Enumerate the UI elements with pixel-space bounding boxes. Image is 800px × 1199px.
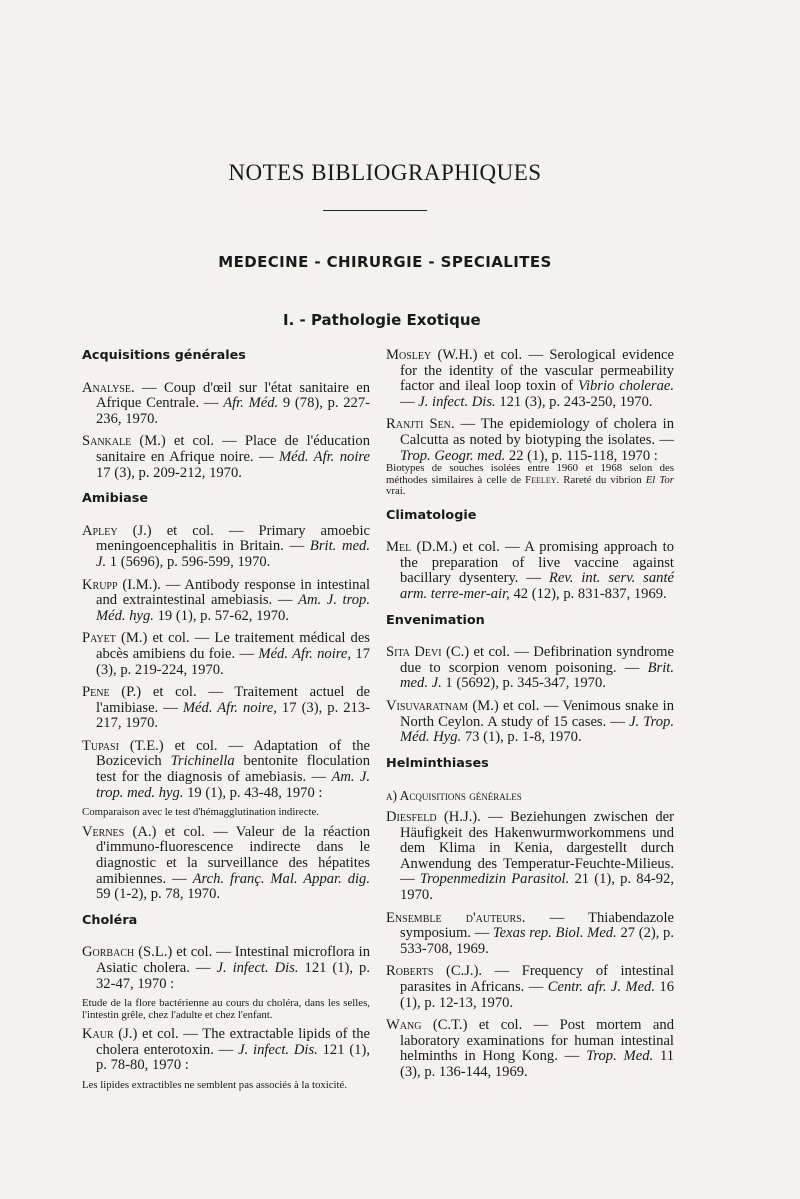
journal: Trop. Geogr. med.	[400, 447, 506, 464]
citation: 9 (78), p. 227-236, 1970.	[96, 395, 370, 427]
reference-text: (T.E.) et col. — Adaptation of the Bozicevich	[96, 737, 370, 770]
heading-envenimation: Envenimation	[386, 612, 485, 628]
reference-text: (H.J.). — Beziehungen zwischen der Häufigkeit des Hakenwurmworkommens und dem Klima in Kenia, dargestellt durch Anwendung des Temperatur-Feuchte-Milieus. —	[400, 808, 674, 888]
reference-entry	[82, 434, 370, 481]
note-author: Feeley.	[525, 473, 560, 486]
author: Analyse.	[82, 379, 135, 396]
note-text: Biotypes de souches isolées entre 1960 et 1968 selon des méthodes similaires à celle de	[386, 462, 674, 486]
author: Vernes	[82, 823, 125, 840]
reference-entry	[82, 381, 370, 428]
citation: 121 (1), p. 32-47, 1970 :	[96, 959, 370, 992]
reference-text: (M.) et col. — Place de l'éducation sanitaire en Afrique noire. —	[96, 433, 370, 465]
reference-text: bentonite floculation test for the diagnosis of amebiasis. —	[96, 753, 371, 786]
reference-text: —	[400, 393, 419, 410]
journal: Méd. Afr. noire,	[258, 645, 352, 662]
journal: Trop. Med.	[586, 1048, 654, 1065]
author: Visuvaratnam	[386, 698, 469, 714]
reference-text: (M.) et col. — Le traitement médical des abcès amibiens du foie. —	[96, 630, 370, 662]
page-title: NOTES BIBLIOGRAPHIQUES	[228, 160, 542, 185]
reference-text: (M.) et col. — Venimous snake in North Ceylon. A study of 15 cases. —	[400, 698, 674, 730]
reference-text: (S.L.) et col. — Intestinal microflora in Asiatic cholera. —	[96, 944, 370, 976]
right-column	[386, 348, 674, 1087]
reference-entry	[386, 964, 674, 1011]
species-name: Vibrio cholerae.	[578, 378, 674, 395]
citation: 1 (5692), p. 345-347, 1970.	[441, 675, 606, 692]
author: Mosley	[386, 347, 432, 363]
author: Tupasi	[82, 737, 119, 754]
reference-entry	[386, 911, 674, 958]
journal: J. infect. Dis.	[238, 1041, 318, 1058]
reference-entry	[82, 1027, 370, 1074]
title-rule	[323, 210, 427, 211]
reference-entry	[386, 1018, 674, 1080]
author: Kaur	[82, 1026, 114, 1043]
heading-helminthiases: Helminthiases	[386, 755, 489, 771]
reference-text: (J.) et col. — Primary amoebic meningoencephalitis in Britain. —	[96, 522, 370, 555]
citation: 16 (1), p. 12-13, 1970.	[400, 978, 675, 1011]
author: Apley	[82, 522, 118, 539]
left-column	[82, 348, 370, 1097]
citation: 42 (12), p. 831-837, 1969.	[509, 586, 667, 603]
journal: Tropenmedizin Parasitol.	[419, 871, 570, 888]
note-biotype: El Tor	[645, 473, 674, 486]
author: Krupp	[82, 576, 118, 593]
journal: Rev. int. serv. santé arm. terre-mer-air,	[400, 570, 674, 603]
journal: J. infect. Dis.	[418, 393, 496, 410]
journal: Méd. Afr. noire	[278, 448, 370, 465]
reference-entry	[386, 348, 674, 410]
reference-note: Etude de la flore bactérienne au cours du choléra, dans les selles, l'intestin grêle, chez l'adulte et chez l'enfant.	[82, 997, 370, 1021]
reference-entry	[82, 524, 370, 571]
reference-entry	[82, 685, 370, 732]
author: Ranjti Sen.	[386, 416, 455, 433]
citation: 27 (2), p. 533-708, 1969.	[400, 925, 675, 957]
reference-entry	[386, 699, 674, 746]
reference-entry	[386, 810, 674, 904]
note-text: Rareté du vibrion	[559, 473, 646, 486]
reference-text: (A.) et col. — Valeur de la réaction d'immuno-fluorescence indirecte dans le diagnostic et la surveillance des hépatites amibiennes. —	[96, 823, 370, 887]
citation: 73 (1), p. 1-8, 1970.	[461, 729, 582, 746]
journal: Am. J. trop. Méd. hyg.	[96, 592, 370, 624]
citation: 17 (3), p. 209-212, 1970.	[96, 464, 242, 481]
page-subtitle: MEDECINE - CHIRURGIE - SPECIALITES	[218, 253, 552, 271]
reference-text: (P.) et col. — Traitement actuel de l'amibiase. —	[96, 684, 370, 716]
journal: Centr. afr. J. Med.	[547, 978, 655, 995]
author: Gorbach	[82, 944, 135, 961]
author: Wang	[386, 1017, 422, 1034]
author: Payet	[82, 630, 116, 647]
journal: Méd. Afr. noire,	[182, 699, 277, 716]
reference-text: (D.M.) et col. — A promising approach to the preparation of live vaccine against bacillary dysentery. —	[400, 539, 674, 587]
reference-text: (W.H.) et col. — Serological evidence for the identity of the vascular permeability factor and ileal loop toxin of	[400, 347, 674, 395]
reference-entry	[386, 417, 674, 464]
reference-text: (I.M.). — Antibody response in intestinal and extraintestinal amebiasis. —	[96, 576, 370, 609]
citation: 121 (3), p. 243-250, 1970.	[495, 393, 653, 410]
author: Sankale	[82, 433, 132, 450]
reference-entry	[82, 631, 370, 678]
reference-note: Les lipides extractibles ne semblent pas associés à la toxicité.	[82, 1078, 348, 1091]
author: Roberts	[386, 963, 434, 980]
reference-text: — Coup d'œil sur l'état sanitaire en Afrique Centrale. —	[96, 379, 370, 412]
subheading-acquisitions: a) Acquisitions générales	[386, 788, 522, 804]
section-title: I. - Pathologie Exotique	[283, 311, 481, 329]
journal: Afr. Méd.	[223, 395, 279, 412]
reference-entry	[82, 739, 370, 801]
author: Mel	[386, 539, 412, 556]
reference-text: (C.J.). — Frequency of intestinal parasites in Africans. —	[400, 963, 674, 995]
heading-amibiase: Amibiase	[82, 491, 149, 507]
reference-entry	[386, 645, 674, 692]
author: Pene	[82, 684, 110, 701]
reference-text: — Thiabendazole symposium. —	[400, 909, 674, 942]
citation: 11 (3), p. 136-144, 1969.	[400, 1048, 674, 1080]
genus-name: Trichinella	[170, 753, 235, 770]
citation: 22 (1), p. 115-118, 1970 :	[505, 447, 658, 464]
citation: 19 (1), p. 43-48, 1970 :	[183, 784, 323, 801]
reference-entry	[82, 578, 370, 625]
heading-climatologie: Climatologie	[386, 507, 477, 523]
citation: 17 (3), p. 219-224, 1970.	[96, 645, 370, 678]
reference-entry	[386, 540, 674, 602]
journal: Brit. med. J.	[400, 659, 674, 692]
note-text: vrai.	[386, 485, 406, 498]
heading-acquisitions: Acquisitions générales	[82, 348, 246, 363]
journal: Am. J. trop. med. hyg.	[96, 769, 370, 801]
journal: Texas rep. Biol. Med.	[492, 925, 617, 942]
journal: J. infect. Dis.	[216, 959, 299, 976]
author: Diesfeld	[386, 808, 437, 825]
citation: 59 (1-2), p. 78, 1970.	[96, 886, 221, 903]
heading-cholera: Choléra	[82, 912, 138, 928]
journal: Brit. med. J.	[96, 538, 370, 570]
citation: 17 (3), p. 213-217, 1970.	[96, 699, 371, 732]
reference-note	[386, 463, 674, 498]
journal: Arch. franç. Mal. Appar. dig.	[192, 870, 370, 887]
reference-note: Comparaison avec le test d'hémagglutination indirecte.	[82, 806, 320, 819]
reference-text: (C.) et col. — Defibrination syndrome due to scorpion venom poisoning. —	[400, 644, 674, 676]
citation: 21 (1), p. 84-92, 1970.	[400, 871, 674, 903]
citation: 1 (5696), p. 596-599, 1970.	[106, 553, 271, 570]
citation: 121 (1), p. 78-80, 1970 :	[96, 1041, 370, 1074]
reference-entry	[82, 825, 370, 903]
reference-text: (J.) et col. — The extractable lipids of the cholera enterotoxin. —	[96, 1026, 370, 1058]
journal: J. Trop. Méd. Hyg.	[400, 713, 674, 746]
reference-entry	[82, 945, 370, 992]
citation: 19 (1), p. 57-62, 1970.	[153, 607, 289, 624]
reference-text: (C.T.) et col. — Post mortem and laboratory examinations for human intestinal helminths in Hong Kong. —	[400, 1017, 674, 1065]
author: Sita Devi	[386, 644, 442, 661]
author: Ensemble d'auteurs.	[386, 909, 526, 926]
reference-text: — The epidemiology of cholera in Calcutta as noted by biotyping the isolates. —	[400, 416, 674, 448]
